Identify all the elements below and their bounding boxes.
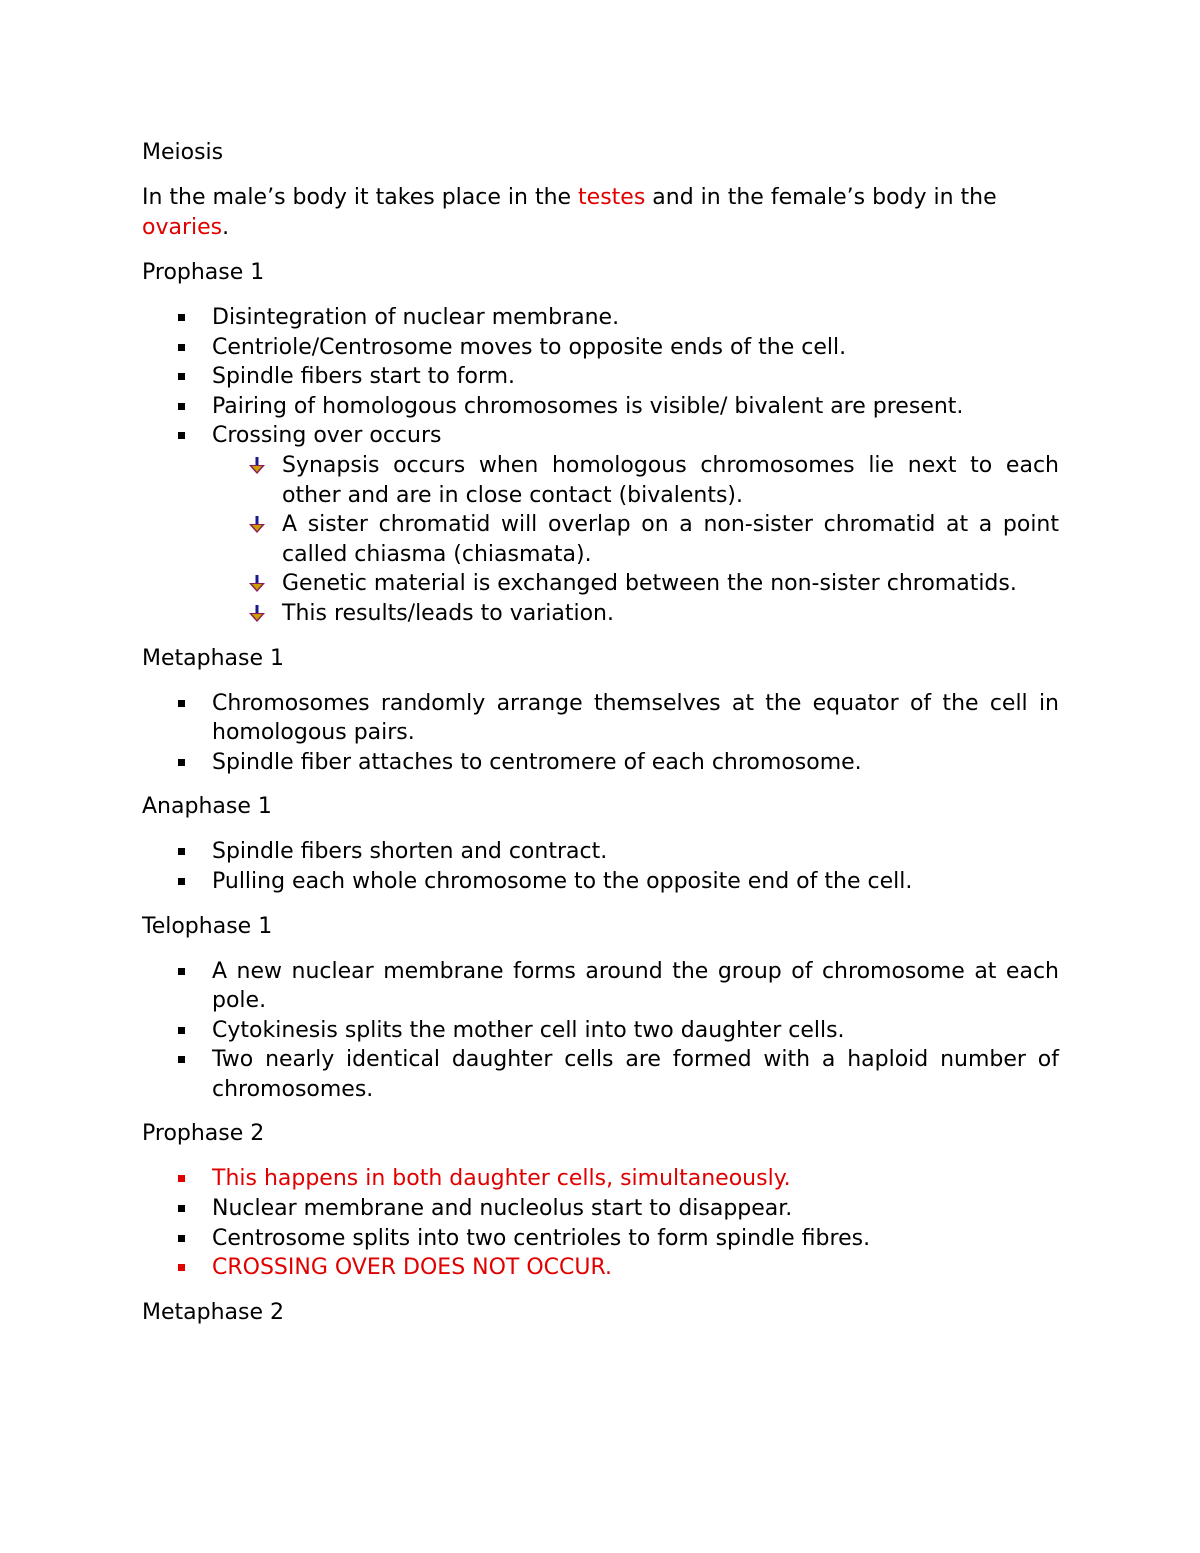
square-bullet-icon (178, 848, 185, 855)
document-page (142, 138, 1059, 1343)
list-item-text: Two nearly identical daughter cells are formed with a haploid number of chromosomes. (212, 1047, 1059, 1102)
arrow-bullet-icon (249, 457, 265, 475)
section-heading-anaphase-1: Anaphase 1 (142, 794, 272, 820)
square-bullet-icon (178, 373, 185, 380)
sub-list-item (212, 510, 1059, 569)
square-bullet-icon (178, 1056, 185, 1063)
list-item-text: CROSSING OVER DOES NOT OCCUR. (212, 1255, 612, 1281)
prophase-2-list (142, 1164, 1059, 1282)
list-item-text: This happens in both daughter cells, simultaneously. (212, 1166, 791, 1192)
list-item-text: Spindle fibers shorten and contract. (212, 839, 608, 865)
list-item-text: Chromosomes randomly arrange themselves at the equator of the cell in homologous pairs. (212, 690, 1059, 746)
list-item (142, 362, 1059, 392)
square-bullet-icon (178, 1264, 185, 1271)
section-heading-telophase-1: Telophase 1 (142, 913, 273, 939)
intro-text-3: . (222, 215, 230, 240)
list-item (142, 689, 1059, 748)
square-bullet-icon (178, 1235, 185, 1242)
list-item-text: Centriole/Centrosome moves to opposite ends of the cell. (212, 334, 847, 360)
list-item-text: A new nuclear membrane forms around the group of chromosome at each pole. (212, 958, 1059, 1014)
list-item (142, 421, 1059, 628)
prophase-1-list (142, 303, 1059, 629)
sub-list-item-text: A sister chromatid will overlap on a non-sister chromatid at a point called chiasma (chiasmata). (282, 512, 1059, 567)
document-title: Meiosis (142, 140, 224, 165)
list-item (142, 1194, 1059, 1224)
list-item (142, 1224, 1059, 1254)
square-bullet-icon (178, 1175, 185, 1182)
list-item (142, 333, 1059, 363)
sub-list-item (212, 451, 1059, 510)
list-item-text: Nuclear membrane and nucleolus start to disappear. (212, 1196, 793, 1222)
list-item (142, 303, 1059, 333)
list-item-text: Disintegration of nuclear membrane. (212, 305, 620, 330)
list-item-text: Spindle fiber attaches to centromere of each chromosome. (212, 749, 862, 775)
sub-list-item (212, 569, 1059, 599)
square-bullet-icon (178, 1205, 185, 1212)
section-heading-prophase-1: Prophase 1 (142, 260, 265, 285)
list-item (142, 392, 1059, 422)
list-item-text: Pairing of homologous chromosomes is visible/ bivalent are present. (212, 393, 964, 419)
list-item-text: Cytokinesis splits the mother cell into two daughter cells. (212, 1017, 845, 1043)
list-item (142, 867, 1059, 897)
list-item (142, 957, 1059, 1016)
anaphase-1-list (142, 837, 1059, 896)
crossing-over-sublist (212, 451, 1059, 629)
telophase-1-list (142, 957, 1059, 1105)
intro-highlight-testes: testes (578, 185, 646, 210)
square-bullet-icon (178, 968, 185, 975)
square-bullet-icon (178, 344, 185, 351)
list-item (142, 1253, 1059, 1283)
square-bullet-icon (178, 432, 185, 439)
square-bullet-icon (178, 1027, 185, 1034)
section-heading-metaphase-1: Metaphase 1 (142, 645, 285, 671)
list-item-text: Centrosome splits into two centrioles to form spindle fibres. (212, 1225, 871, 1251)
list-item-text: Spindle fibers start to form. (212, 364, 516, 390)
square-bullet-icon (178, 700, 185, 707)
list-item-text: Crossing over occurs (212, 423, 442, 449)
metaphase-1-list (142, 689, 1059, 778)
list-item-text: Pulling each whole chromosome to the opposite end of the cell. (212, 868, 913, 894)
intro-text-2: and in the female’s body in the (645, 185, 997, 210)
intro-highlight-ovaries: ovaries (142, 215, 223, 240)
sub-list-item-text: Genetic material is exchanged between the non-sister chromatids. (282, 571, 1017, 597)
intro-text-1: In the male’s body it takes place in the (142, 185, 579, 210)
square-bullet-icon (178, 759, 185, 766)
section-heading-metaphase-2: Metaphase 2 (142, 1299, 285, 1325)
list-item (142, 1045, 1059, 1104)
list-item (142, 748, 1059, 778)
sub-list-item-text: This results/leads to variation. (282, 600, 614, 626)
list-item (142, 1164, 1059, 1194)
list-item (142, 837, 1059, 867)
arrow-bullet-icon (249, 575, 265, 593)
square-bullet-icon (178, 403, 185, 410)
square-bullet-icon (178, 878, 185, 885)
arrow-bullet-icon (249, 516, 265, 534)
intro-paragraph (142, 183, 1059, 243)
sub-list-item-text: Synapsis occurs when homologous chromosomes lie next to each other and are in close contact (bivalents). (282, 452, 1059, 508)
sub-list-item (212, 599, 1059, 629)
square-bullet-icon (178, 314, 185, 321)
section-heading-prophase-2: Prophase 2 (142, 1121, 265, 1147)
arrow-bullet-icon (249, 605, 265, 623)
list-item (142, 1016, 1059, 1046)
